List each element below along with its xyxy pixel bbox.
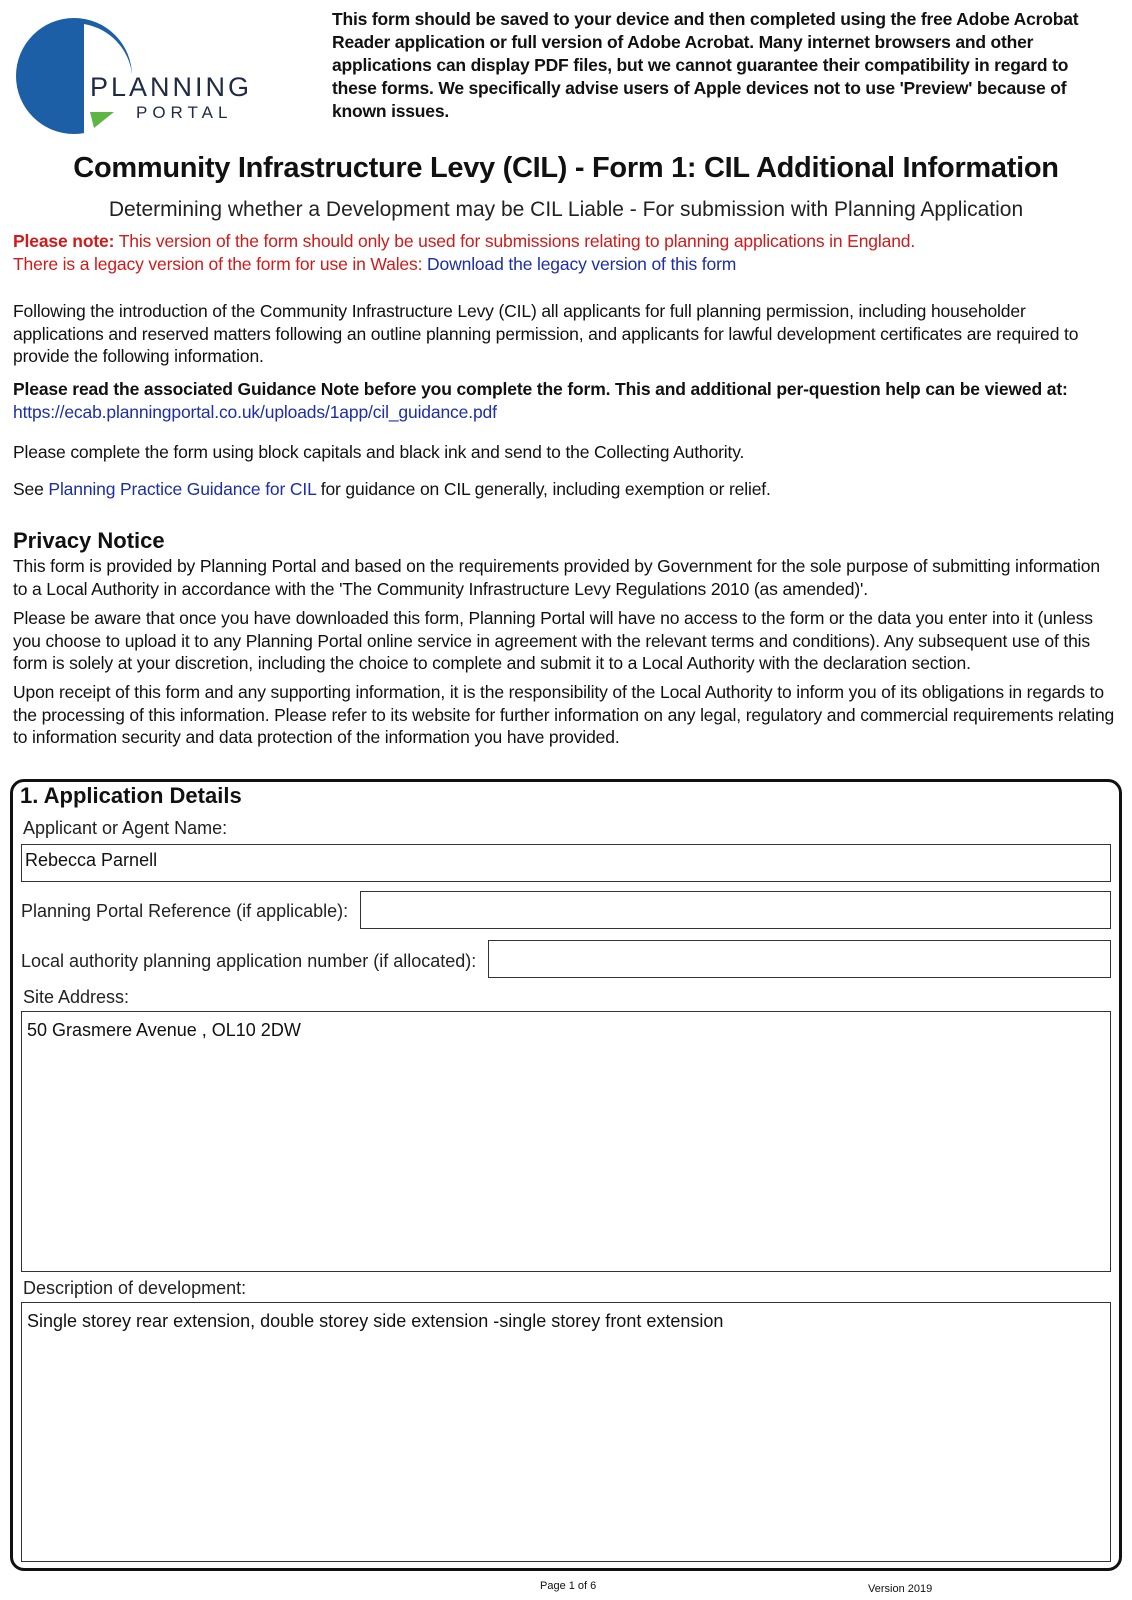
page-number: Page 1 of 6 <box>540 1580 597 1592</box>
see-prefix: See <box>13 479 44 499</box>
description-field[interactable]: Single storey rear extension, double storey side extension -single storey front extension <box>21 1302 1111 1562</box>
complete-note: Please complete the form using block capitals and black ink and send to the Collecting Authority. <box>13 442 745 462</box>
privacy-paragraph-1: This form is provided by Planning Portal and based on the requirements provided by Government for the sole purpose of submitting information to a Local Authority in accordance with the 'The Community Infrastructure Levy Regulations 2010 (as amended)'. <box>13 556 1100 599</box>
la-application-number-field[interactable] <box>488 940 1111 978</box>
privacy-heading: Privacy Notice <box>13 528 165 553</box>
planning-practice-guidance-link[interactable]: Planning Practice Guidance for CIL <box>43 479 317 499</box>
logo-line2: PORTAL <box>136 103 233 122</box>
logo-line1: PLANNING <box>90 72 253 102</box>
applicant-name-label: Applicant or Agent Name: <box>23 818 228 838</box>
privacy-paragraph-2: Please be aware that once you have downloaded this form, Planning Portal will have no access to the form or the data you enter into it (unless you choose to upload it to any Planning Portal online service in agreement with the relevant terms and conditions). Any subsequent use of this form is solely at your discretion, including the choice to complete and submit it to a Local Authority with the declaration section. <box>13 608 1093 673</box>
legacy-form-link[interactable]: Download the legacy version of this form <box>422 254 737 274</box>
la-application-number-label: Local authority planning application number (if allocated): <box>21 951 477 971</box>
site-address-field[interactable]: 50 Grasmere Avenue , OL10 2DW <box>21 1011 1111 1272</box>
guidance-link[interactable]: https://ecab.planningportal.co.uk/uploads/1app/cil_guidance.pdf <box>13 402 497 422</box>
portal-reference-field[interactable] <box>360 891 1111 929</box>
notice-line2 <box>13 253 1118 276</box>
page-title: Community Infrastructure Levy (CIL) - Form 1: CIL Additional Information <box>73 152 1059 184</box>
header-note: This form should be saved to your device and then completed using the free Adobe Acrobat Reader application or full version of Adobe Acrobat. Many internet browsers and other applications can display PDF files, but we cannot guarantee their compatibility in regard to these forms. We specifically advise users of Apple devices not to use 'Preview' because of known issues. <box>332 9 1079 121</box>
planning-portal-logo-icon <box>14 14 276 136</box>
version-label: Version 2019 <box>868 1583 933 1595</box>
section-title: 1. Application Details <box>20 783 242 808</box>
description-label: Description of development: <box>23 1278 247 1298</box>
notice-text: This version of the form should only be used for submissions relating to planning applications in England. <box>114 231 916 251</box>
intro-paragraph: Following the introduction of the Community Infrastructure Levy (CIL) all applicants for full planning permission, including householder applications and reserved matters following an outline planning permission, and applicants for lawful development certificates are required to provide the following information. <box>13 301 1079 366</box>
portal-reference-label: Planning Portal Reference (if applicable): <box>21 901 349 921</box>
notice-line1 <box>13 230 1118 253</box>
guidance-heading: Please read the associated Guidance Note before you complete the form. This and additional per-question help can be viewed at: <box>13 379 1068 399</box>
see-suffix: for guidance on CIL generally, including exemption or relief. <box>316 479 771 499</box>
see-guidance-line <box>13 478 1118 501</box>
page-subtitle: Determining whether a Development may be CIL Liable - For submission with Planning Application <box>108 198 1024 221</box>
privacy-paragraph-3: Upon receipt of this form and any supporting information, it is the responsibility of the Local Authority to inform you of its obligations in regards to the processing of this information. Please refer to its website for further information on any legal, regulatory and commercial requirements relating to information security and data protection of the information you have provided. <box>13 682 1115 747</box>
notice-wales-text: There is a legacy version of the form for use in Wales: <box>13 254 423 274</box>
planning-portal-logo <box>14 14 276 136</box>
notice-label: Please note: <box>13 231 115 251</box>
site-address-label: Site Address: <box>23 987 130 1007</box>
applicant-name-field[interactable]: Rebecca Parnell <box>21 844 1111 882</box>
